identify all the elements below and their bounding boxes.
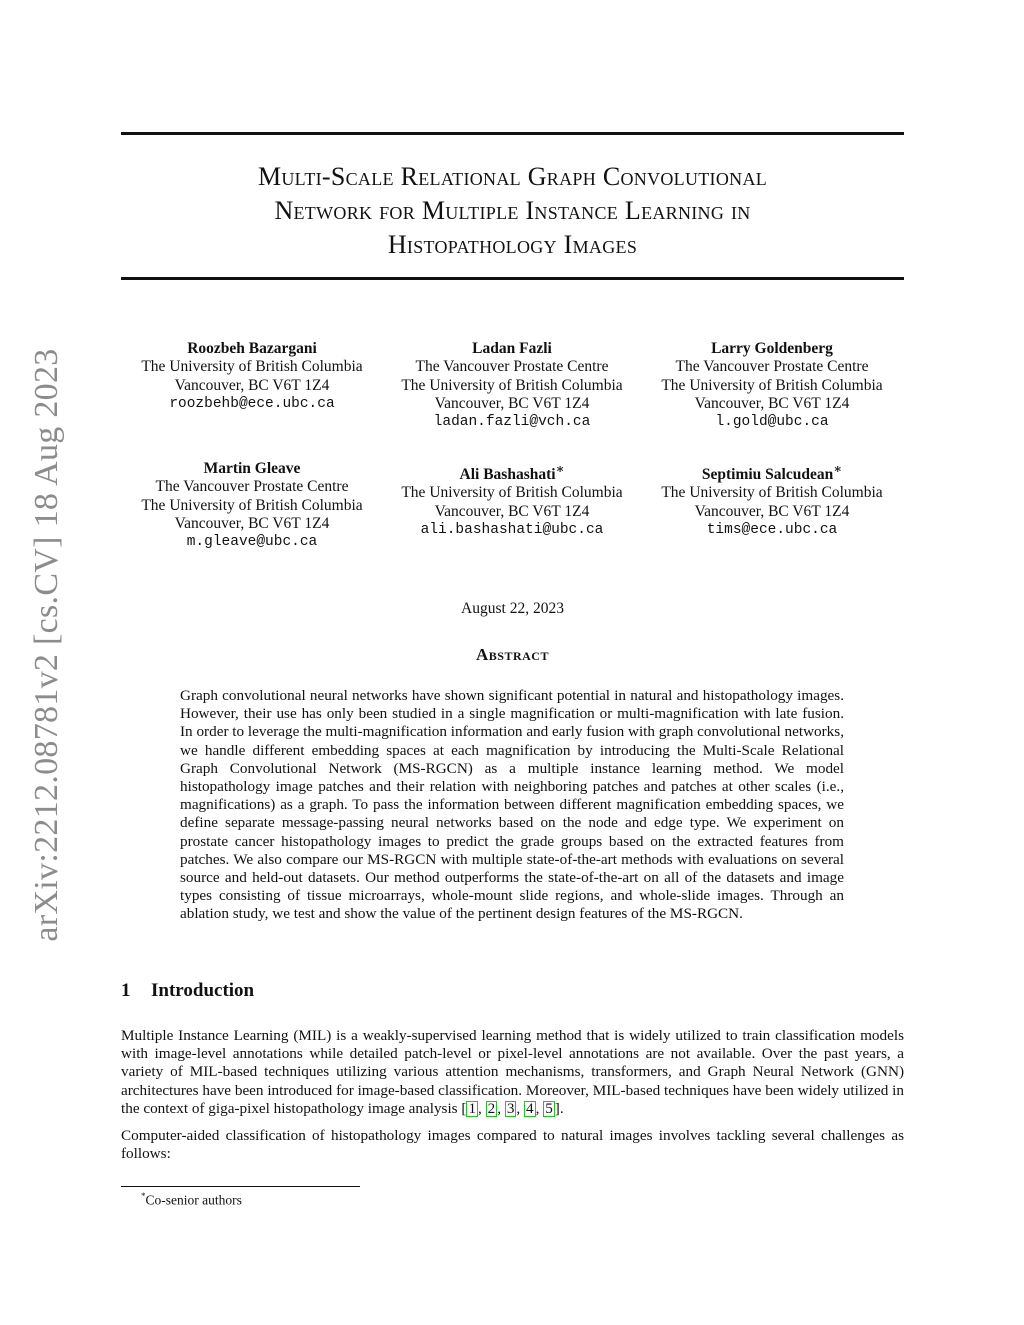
author-name-text: Ali Bashashati [459, 466, 556, 484]
citation-link[interactable]: 2 [487, 1099, 496, 1117]
citation-link[interactable]: 1 [468, 1099, 477, 1117]
section-heading [121, 980, 254, 1002]
title-rule-top [121, 132, 904, 135]
section-title: Introduction [151, 980, 255, 1001]
title-line-2: Network for Multiple Instance Learning in [274, 196, 751, 225]
author-name [641, 460, 903, 484]
author-block [121, 340, 383, 413]
abstract-text: Graph convolutional neural networks have shown significant potential in natural and histopathology images. However, their use has only been studied in a single magnification or multi-magnification with late fusion. In order to leverage the multi-magnification information and early fusion with graph convolutional networks, we handle different embedding spaces at each magnification by introducing the Multi-Scale Relational Graph Convolutional Network (MS-RGCN) as a multiple instance learning method. We model histopathology image patches and their relation with neighboring patches and patches at other scales (i.e., magnifications) as a graph. To pass the information between different magnification embedding spaces, we define separate message-passing neural networks based on the node and edge type. We experiment on prostate cancer histopathology images to predict the grade groups based on the extracted features from patches. We also compare our MS-RGCN with multiple state-of-the-art methods with evaluations on several source and held-out datasets. Our method outperforms the state-of-the-art on all of the datasets and image types consisting of tissue microarrays, whole-mount slide regions, and whole-slide images. Through an ablation study, we test and show the value of the pertinent design features of the MS-RGCN. [180, 687, 844, 923]
arxiv-id: arXiv:2212.08781v2 [cs.CV] 18 Aug 2023 [28, 348, 65, 942]
author-name: Larry Goldenberg [711, 340, 833, 357]
author-email[interactable]: l.gold@ubc.ca [715, 414, 829, 431]
title-line-3: Histopathology Images [387, 230, 638, 259]
author-address: Vancouver, BC V6T 1Z4 [434, 502, 590, 520]
author-address: Vancouver, BC V6T 1Z4 [174, 514, 330, 532]
author-affiliation: The Vancouver Prostate Centre [415, 358, 609, 376]
author-block [121, 460, 383, 551]
footnote-text: Co-senior authors [145, 1192, 242, 1208]
intro-paragraph-1: Multiple Instance Learning (MIL) is a weakly-supervised learning method that is widely utilized to train classification models with image-level annotations while detailed patch-level or pixel-level annotations are not available. Over the past years, a variety of MIL-based techniques utilizing various attention mechanisms, transformers, and Graph Neural Network (GNN) architectures have been introduced for image-based classification. Moreover, MIL-based techniques have been widely utilized in the context of giga-pixel histopathology image analysis [ 1 , 2 , 3 , 4 , 5 ]. [121, 1027, 904, 1117]
paper-date: August 22, 2023 [461, 600, 564, 617]
citation-link[interactable]: 3 [506, 1099, 515, 1117]
author-address: Vancouver, BC V6T 1Z4 [174, 376, 330, 394]
author-affiliation: The University of British Columbia [661, 484, 883, 502]
paper-title [121, 160, 904, 262]
author-email[interactable]: ladan.fazli@vch.ca [433, 414, 591, 431]
author-name: Martin Gleave [203, 460, 301, 477]
title-rule-bottom [121, 277, 904, 280]
intro-paragraph-2: Computer-aided classification of histopathology images compared to natural images involves tackling several challenges as follows: [121, 1127, 904, 1163]
footnote [141, 1191, 242, 1209]
author-address: Vancouver, BC V6T 1Z4 [694, 394, 850, 412]
author-email[interactable]: ali.bashashati@ubc.ca [420, 522, 604, 539]
author-block [641, 460, 903, 539]
citation-link[interactable]: 5 [545, 1099, 553, 1117]
author-affiliation: The University of British Columbia [661, 376, 883, 394]
author-email[interactable]: tims@ece.ubc.ca [706, 522, 838, 539]
author-email[interactable]: roozbehb@ece.ubc.ca [169, 395, 335, 412]
author-name-text: Septimiu Salcudean [701, 466, 834, 484]
footnote-mark: * [141, 1191, 146, 1201]
author-block [381, 340, 643, 431]
author-affiliation: The Vancouver Prostate Centre [155, 478, 349, 496]
title-line-1: Multi-Scale Relational Graph Convolutional [257, 162, 768, 191]
citation-link[interactable]: 4 [526, 1099, 534, 1117]
paragraph-end: . [559, 1099, 564, 1117]
author-affiliation: The University of British Columbia [401, 376, 623, 394]
author-block [641, 340, 903, 431]
co-senior-mark: ∗ [555, 461, 565, 476]
author-address: Vancouver, BC V6T 1Z4 [694, 502, 850, 520]
author-name: Ladan Fazli [472, 340, 552, 357]
author-affiliation: The University of British Columbia [141, 358, 363, 376]
author-name [381, 460, 643, 484]
author-address: Vancouver, BC V6T 1Z4 [434, 394, 590, 412]
paragraph-text: Multiple Instance Learning (MIL) is a weakly-supervised learning method that is widely utilized to train classification models with image-level annotations while detailed patch-level or pixel-level annotations are not available. Over the past years, a variety of MIL-based techniques utilizing various attention mechanisms, transformers, and Graph Neural Network (GNN) architectures have been introduced for image-based classification. Moreover, MIL-based techniques have been widely utilized in the context of giga-pixel histopathology image analysis [121, 1027, 904, 1117]
author-affiliation: The University of British Columbia [401, 484, 623, 502]
arxiv-stamp [27, 345, 67, 945]
author-affiliation: The Vancouver Prostate Centre [675, 358, 869, 376]
author-name: Roozbeh Bazargani [187, 340, 317, 357]
section-number: 1 [121, 980, 131, 1001]
author-email[interactable]: m.gleave@ubc.ca [186, 534, 318, 551]
co-senior-mark: ∗ [833, 461, 843, 476]
author-affiliation: The University of British Columbia [141, 496, 363, 514]
author-block [381, 460, 643, 539]
abstract-heading: Abstract [476, 645, 549, 664]
footnote-rule [121, 1186, 360, 1187]
